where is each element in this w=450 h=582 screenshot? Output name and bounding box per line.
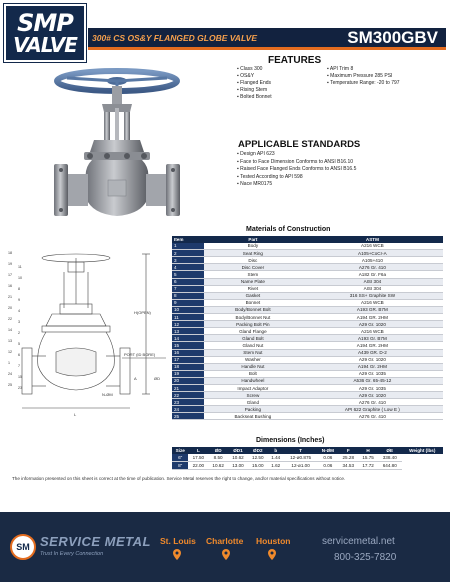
materials-row — [172, 321, 443, 328]
materials-part: Gasket — [204, 292, 302, 299]
materials-part: Screw — [204, 392, 302, 399]
dimensions-cell: 1.44 — [268, 454, 284, 462]
drawing-callout: 5 — [18, 342, 20, 346]
materials-astm: A276 Gr. 410 — [302, 413, 443, 420]
materials-astm: A194 Gr. 2HM — [302, 363, 443, 370]
dimensions-header: ØD1 — [228, 447, 248, 454]
standard-item: ▪ Nace MR0175 — [237, 181, 356, 189]
dimensions-size: 8" — [172, 462, 188, 470]
city-charlotte: Charlotte — [206, 536, 244, 546]
materials-astm: AISI 304 — [302, 285, 443, 292]
dimensions-cell: 25.28 — [338, 454, 358, 462]
drawing-callout: 17 — [8, 273, 12, 277]
materials-row — [172, 292, 443, 299]
dimensions-header: ØD2 — [248, 447, 268, 454]
materials-astm: A29 Gr. 1020 — [302, 321, 443, 328]
materials-astm: AISI 304 — [302, 278, 443, 285]
dimensions-header: F — [338, 447, 358, 454]
materials-astm: A29 Gr. 1035 — [302, 370, 443, 377]
dimensions-cell: 22.00 — [188, 462, 208, 470]
materials-item-number: 21 — [172, 384, 204, 391]
materials-header-part: Part — [204, 236, 302, 243]
materials-part: Bonnet — [204, 299, 302, 306]
materials-astm: 316 SS+ Graphite SW — [302, 292, 443, 299]
smp-valve-logo — [4, 4, 86, 62]
materials-row — [172, 349, 443, 356]
dimensions-size: 6" — [172, 454, 188, 462]
drawing-callout: 11 — [18, 265, 22, 269]
materials-item-number: 5 — [172, 271, 204, 278]
materials-row — [172, 285, 443, 292]
footer — [0, 512, 450, 582]
feature-item: ▪ OS&Y — [237, 73, 327, 80]
materials-astm: A193 GR. B7M — [302, 306, 443, 313]
materials-row — [172, 392, 443, 399]
drawing-callout: 1 — [8, 361, 10, 365]
materials-astm: A439 GR. D-2 — [302, 349, 443, 356]
city-houston: Houston — [256, 536, 291, 546]
drawing-label-a: A — [134, 376, 137, 381]
dimensions-cell: 17.72 — [358, 462, 378, 470]
materials-part: Body/Bonnet Nut — [204, 314, 302, 321]
dimensions-header: Weight (lbs) — [402, 447, 443, 454]
materials-item-number: 4 — [172, 264, 204, 271]
materials-row — [172, 264, 443, 271]
materials-header-item: Item — [172, 236, 204, 243]
materials-item-number: 6 — [172, 278, 204, 285]
materials-row — [172, 299, 443, 306]
materials-part: Packing Bolt Pin — [204, 321, 302, 328]
materials-item-number: 18 — [172, 363, 204, 370]
dimensions-header: Size — [172, 447, 188, 454]
materials-part: Disc Cover — [204, 264, 302, 271]
materials-item-number: 23 — [172, 399, 204, 406]
materials-row — [172, 356, 443, 363]
feature-item: ▪ Maximum Pressure 285 PSI — [327, 73, 447, 80]
standard-item: ▪ Tested According to API 598 — [237, 174, 356, 182]
materials-item-number: 2 — [172, 250, 204, 257]
materials-item-number: 15 — [172, 342, 204, 349]
materials-part: Bolt — [204, 370, 302, 377]
materials-row — [172, 257, 443, 264]
dimensions-cell: 12.50 — [248, 454, 268, 462]
standards-list — [237, 151, 356, 189]
materials-part: Gland Flange — [204, 328, 302, 335]
feature-item: ▪ Class 300 — [237, 66, 327, 73]
dimensions-table — [172, 447, 443, 470]
materials-astm: A216 WCB — [302, 328, 443, 335]
dimensions-cell: 1.62 — [268, 462, 284, 470]
materials-item-number: 25 — [172, 413, 204, 420]
standard-item: ▪ Face to Face Dimension Conforms to ANSI B16.10 — [237, 159, 356, 167]
materials-part: Stem Nut — [204, 349, 302, 356]
drawing-callout: 22 — [8, 317, 12, 321]
materials-astm: A536 Gr. 65-45-12 — [302, 377, 443, 384]
materials-item-number: 1 — [172, 243, 204, 250]
standard-item: ▪ Design API 623 — [237, 151, 356, 159]
dimensions-cell: 644.80 — [378, 462, 402, 470]
feature-item: ▪ Flanged Ends — [237, 80, 327, 87]
drawing-callout: 16 — [8, 284, 12, 288]
dimensions-cell: 0.06 — [317, 462, 338, 470]
dimensions-cell: 12-ø0.875 — [284, 454, 318, 462]
materials-row — [172, 271, 443, 278]
materials-part: Backseat Bushing — [204, 413, 302, 420]
materials-astm: A193 Gr. B7M — [302, 335, 443, 342]
materials-astm: A276 Gr. 410 — [302, 399, 443, 406]
drawing-label-h-open: H(OPEN) — [134, 310, 151, 315]
materials-astm: A194 GR. 2HM — [302, 342, 443, 349]
dimensions-cell: 338.40 — [378, 454, 402, 462]
dimensions-header: b — [268, 447, 284, 454]
drawing-callout: 20 — [8, 306, 12, 310]
materials-item-number: 17 — [172, 356, 204, 363]
materials-item-number: 24 — [172, 406, 204, 413]
materials-part: Packing — [204, 406, 302, 413]
location-pin-icon — [173, 549, 181, 560]
drawing-callout: 19 — [8, 262, 12, 266]
drawing-callout: 4 — [18, 309, 20, 313]
materials-row — [172, 342, 443, 349]
materials-part: Body — [204, 243, 302, 250]
drawing-callout: 6 — [18, 353, 20, 357]
city-st-louis: St. Louis — [160, 536, 196, 546]
dimensions-cell: 10.62 — [208, 462, 228, 470]
drawing-callout: 18 — [8, 251, 12, 255]
materials-part: Handle Nut — [204, 363, 302, 370]
materials-item-number: 12 — [172, 321, 204, 328]
materials-astm: A29 Gr. 1020 — [302, 392, 443, 399]
materials-item-number: 9 — [172, 299, 204, 306]
dimensions-header: H — [358, 447, 378, 454]
materials-item-number: 19 — [172, 370, 204, 377]
model-number: SM300GBV — [347, 28, 438, 47]
materials-astm: A194 GR. 2HM — [302, 314, 443, 321]
materials-row — [172, 370, 443, 377]
materials-part: Body/Bonnet Bolt — [204, 306, 302, 313]
drawing-callout: 10 — [18, 276, 22, 280]
drawing-label-od: ØD — [154, 376, 160, 381]
drawing-label-l: L — [74, 412, 77, 417]
drawing-callout: 7 — [18, 364, 20, 368]
materials-row — [172, 250, 443, 257]
materials-astm: A29 Gr. 1020 — [302, 356, 443, 363]
materials-item-number: 7 — [172, 285, 204, 292]
materials-row — [172, 243, 443, 250]
materials-row — [172, 413, 443, 420]
feature-item: ▪ Bolted Bonnet — [237, 94, 327, 101]
drawing-callout: 15 — [18, 375, 22, 379]
drawing-callout: 8 — [18, 287, 20, 291]
dimensions-row — [172, 454, 443, 462]
materials-part: Handwheel — [204, 377, 302, 384]
materials-row — [172, 384, 443, 391]
materials-part: Impact Adaptor — [204, 384, 302, 391]
materials-row — [172, 314, 443, 321]
materials-row — [172, 406, 443, 413]
dimensions-cell: 15.75 — [358, 454, 378, 462]
drawing-callout: 24 — [8, 372, 12, 376]
materials-part: Disc — [204, 257, 302, 264]
materials-astm: A29 Gr. 1035 — [302, 384, 443, 391]
materials-title: Materials of Construction — [246, 226, 331, 233]
standard-item: ▪ Raised Face Flanged Ends Conforms to ANSI B16.5 — [237, 166, 356, 174]
dimensions-title: Dimensions (Inches) — [256, 437, 325, 444]
drawing-callout: 21 — [8, 295, 12, 299]
materials-part: Gland — [204, 399, 302, 406]
company-tagline: Trust In Every Connection — [40, 551, 104, 557]
drawing-callout: 23 — [18, 386, 22, 390]
dimensions-cell: 13.00 — [228, 462, 248, 470]
drawing-callout: 25 — [8, 383, 12, 387]
dimensions-row — [172, 462, 443, 470]
materials-item-number: 22 — [172, 392, 204, 399]
materials-astm: A216 WCB — [302, 243, 443, 250]
header-bar — [88, 28, 446, 50]
dimensions-header: N-ØM — [317, 447, 338, 454]
materials-row — [172, 399, 443, 406]
drawing-callout: 14 — [8, 328, 12, 332]
materials-row — [172, 335, 443, 342]
technical-drawing — [6, 248, 168, 424]
company-name: SERVICE METAL — [40, 534, 151, 549]
materials-part: Gland Bolt — [204, 335, 302, 342]
materials-row — [172, 278, 443, 285]
dimensions-header: L — [188, 447, 208, 454]
materials-astm: API 622 Graphite ( Low E ) — [302, 406, 443, 413]
materials-item-number: 8 — [172, 292, 204, 299]
dimensions-cell: 15.00 — [248, 462, 268, 470]
logo-line-1: SMP — [17, 9, 73, 37]
materials-astm: A216 WCB — [302, 299, 443, 306]
logo-line-2: VALVE — [13, 33, 77, 57]
drawing-callout: 9 — [18, 298, 20, 302]
valve-photo — [32, 68, 202, 233]
drawing-callout: 13 — [8, 339, 12, 343]
materials-item-number: 20 — [172, 377, 204, 384]
materials-item-number: 16 — [172, 349, 204, 356]
drawing-label-nm: N-ØM — [102, 392, 113, 397]
website-link[interactable]: servicemetal.net — [322, 536, 395, 547]
materials-row — [172, 363, 443, 370]
product-title: 300# CS OS&Y FLANGED GLOBE VALVE — [92, 33, 258, 43]
materials-row — [172, 306, 443, 313]
materials-item-number: 10 — [172, 306, 204, 313]
materials-part: Seat Ring — [204, 250, 302, 257]
drawing-callout: 2 — [18, 331, 20, 335]
materials-part: Rivet — [204, 285, 302, 292]
phone-number[interactable]: 800-325-7820 — [334, 552, 397, 563]
feature-item: ▪ API Trim 8 — [327, 66, 447, 73]
feature-item: ▪ Temperature Range: -20 to 797 — [327, 80, 447, 87]
drawing-label-port: PORT (ID BORE) — [124, 352, 156, 357]
service-metal-logo: SM — [10, 534, 36, 560]
materials-part: Gland Nut — [204, 342, 302, 349]
materials-astm: A182 Gr. F6a — [302, 271, 443, 278]
materials-astm: A276 Gr. 410 — [302, 264, 443, 271]
materials-part: Name Plate — [204, 278, 302, 285]
dimensions-header: ØD — [208, 447, 228, 454]
dimensions-header: ØE — [378, 447, 402, 454]
materials-astm: A105+CoCr-A — [302, 250, 443, 257]
dimensions-cell: 0.06 — [317, 454, 338, 462]
dimensions-cell: 10.62 — [228, 454, 248, 462]
materials-part: Washer — [204, 356, 302, 363]
materials-row — [172, 328, 443, 335]
drawing-callout: 3 — [18, 320, 20, 324]
features-list — [237, 66, 447, 101]
materials-item-number: 11 — [172, 314, 204, 321]
materials-item-number: 14 — [172, 335, 204, 342]
disclaimer-text: The information presented on this sheet is correct at the time of publication. Service Metal reserves the right to change, and/or material specifications without notice. — [12, 476, 346, 481]
materials-item-number: 3 — [172, 257, 204, 264]
dimensions-cell: 8.50 — [208, 454, 228, 462]
location-pin-icon — [268, 549, 276, 560]
features-title: FEATURES — [268, 55, 322, 66]
dimensions-header: T — [284, 447, 318, 454]
materials-astm: A105+410 — [302, 257, 443, 264]
materials-row — [172, 377, 443, 384]
materials-part: Stem — [204, 271, 302, 278]
materials-table — [172, 236, 443, 420]
dimensions-cell: 34.53 — [338, 462, 358, 470]
drawing-callout: 12 — [8, 350, 12, 354]
dimensions-cell: 12-ø1.00 — [284, 462, 318, 470]
feature-item: ▪ Rising Stem — [237, 87, 327, 94]
materials-item-number: 13 — [172, 328, 204, 335]
materials-header-astm: ASTM — [302, 236, 443, 243]
dimensions-cell: 17.50 — [188, 454, 208, 462]
standards-title: APPLICABLE STANDARDS — [238, 139, 361, 150]
location-pin-icon — [222, 549, 230, 560]
